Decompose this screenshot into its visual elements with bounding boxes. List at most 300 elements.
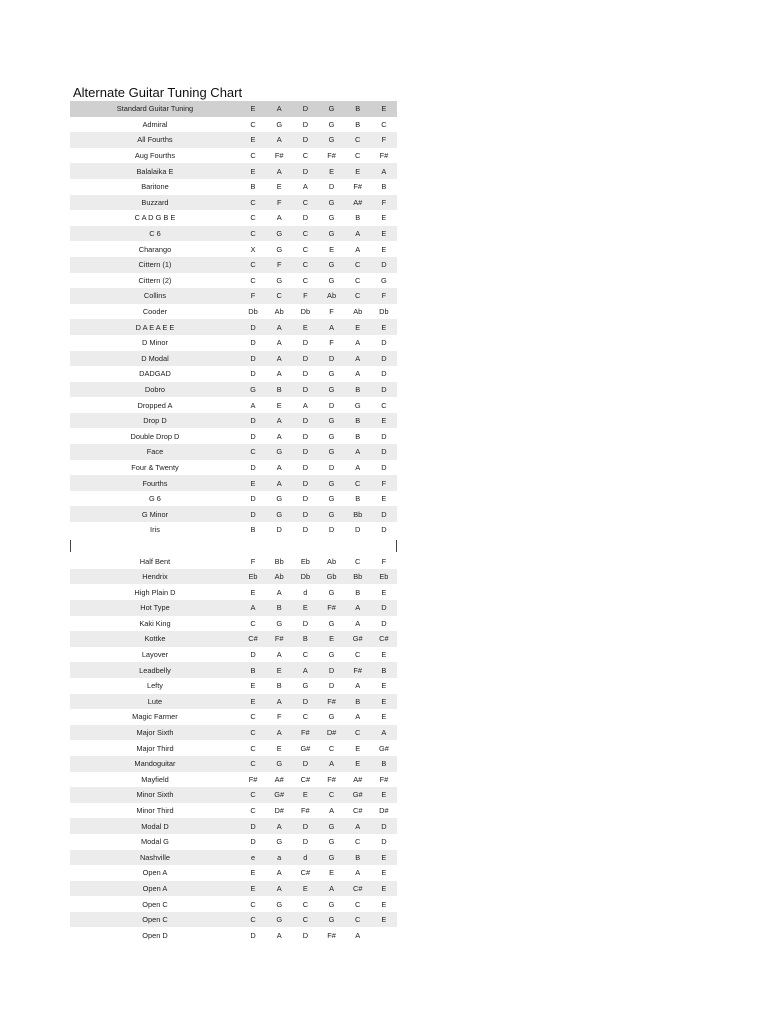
- string-note: G: [302, 681, 309, 691]
- string-note: A: [355, 618, 361, 628]
- tuning-name: Lefty: [146, 681, 163, 691]
- tuning-name: Hot Type: [140, 603, 170, 613]
- table-row: [70, 522, 397, 538]
- string-note: D: [302, 104, 309, 114]
- string-note: E: [381, 587, 387, 597]
- string-note: A: [355, 447, 361, 457]
- tuning-name: Leadbelly: [139, 665, 171, 675]
- string-note: A: [250, 400, 256, 410]
- tuning-name: Kottke: [144, 634, 166, 644]
- string-note: D: [250, 650, 256, 660]
- string-note: G: [276, 837, 283, 847]
- string-note: E: [381, 213, 387, 223]
- string-note: Eb: [248, 572, 258, 582]
- string-note: C: [250, 151, 256, 161]
- string-note: F#: [248, 774, 258, 784]
- string-note: E: [355, 759, 361, 769]
- string-note: G: [328, 197, 335, 207]
- string-note: D#: [274, 806, 284, 816]
- string-note: A: [250, 603, 256, 613]
- string-note: F#: [301, 806, 310, 816]
- string-note: B: [355, 852, 361, 862]
- string-note: G: [276, 229, 283, 239]
- string-note: G: [328, 119, 335, 129]
- string-note: Ab: [327, 556, 337, 566]
- string-note: d: [303, 852, 308, 862]
- string-note: Bb: [353, 572, 363, 582]
- tuning-name: Charango: [138, 244, 172, 254]
- string-note: C#: [248, 634, 258, 644]
- string-note: D: [250, 930, 256, 940]
- string-note: A: [355, 821, 361, 831]
- tuning-name: Lute: [147, 696, 163, 706]
- string-note: Db: [379, 307, 389, 317]
- string-note: D: [250, 494, 256, 504]
- table-row: [70, 896, 397, 912]
- string-note: G: [328, 478, 335, 488]
- string-note: G: [276, 494, 283, 504]
- table-row: [70, 678, 397, 694]
- string-note: B: [355, 494, 361, 504]
- string-note: G: [328, 447, 335, 457]
- table-row: [70, 195, 397, 211]
- tuning-name: Major Sixth: [136, 728, 174, 738]
- table-row: [70, 319, 397, 335]
- string-note: D: [302, 416, 309, 426]
- string-note: D: [250, 353, 256, 363]
- string-note: E: [276, 182, 282, 192]
- string-note: Eb: [300, 556, 310, 566]
- string-note: D: [302, 478, 309, 488]
- string-note: G#: [352, 790, 363, 800]
- string-note: E: [329, 868, 334, 878]
- string-note: C: [355, 291, 361, 301]
- string-note: G#: [352, 634, 363, 644]
- table-row: [70, 694, 397, 710]
- string-note: E: [276, 743, 282, 753]
- string-note: E: [329, 166, 334, 176]
- table-row: [70, 506, 397, 522]
- table-row: [70, 460, 397, 476]
- string-note: D: [302, 930, 309, 940]
- string-note: C: [355, 915, 361, 925]
- string-note: G: [328, 837, 335, 847]
- string-note: D: [381, 509, 387, 519]
- string-note: C: [355, 899, 361, 909]
- string-note: G: [276, 244, 283, 254]
- string-note: D: [381, 384, 387, 394]
- string-note: E: [381, 244, 387, 254]
- table-row: [70, 927, 397, 943]
- string-note: D: [302, 166, 309, 176]
- string-note: D: [381, 260, 387, 270]
- table-row: [70, 351, 397, 367]
- string-note: G: [328, 821, 335, 831]
- string-note: F: [250, 556, 256, 566]
- tuning-table: [70, 101, 397, 943]
- string-note: A: [355, 353, 361, 363]
- string-note: D: [381, 618, 387, 628]
- table-row: [70, 709, 397, 725]
- string-note: Ab: [274, 572, 284, 582]
- string-note: D: [302, 431, 309, 441]
- table-row: [70, 335, 397, 351]
- string-note: B: [250, 525, 256, 535]
- string-note: C#: [300, 868, 311, 878]
- string-note: Ab: [274, 307, 284, 317]
- string-note: E: [381, 790, 387, 800]
- string-note: G: [328, 213, 335, 223]
- string-note: A: [302, 665, 308, 675]
- string-note: E: [381, 696, 387, 706]
- string-note: Bb: [353, 509, 363, 519]
- string-note: E: [250, 868, 256, 878]
- tuning-group-b: [70, 553, 397, 943]
- string-note: D: [302, 509, 309, 519]
- string-note: G: [276, 275, 283, 285]
- table-row: [70, 865, 397, 881]
- table-row: [70, 241, 397, 257]
- table-row: [70, 725, 397, 741]
- string-note: D: [302, 447, 309, 457]
- string-note: E: [355, 322, 361, 332]
- string-note: B: [250, 665, 256, 675]
- string-note: D#: [326, 728, 337, 738]
- table-row: [70, 818, 397, 834]
- string-note: Gb: [326, 572, 337, 582]
- tuning-name: Cooder: [142, 307, 168, 317]
- string-note: Ab: [327, 291, 337, 301]
- table-row: [70, 397, 397, 413]
- tuning-name: High Plain D: [134, 587, 176, 597]
- table-row: [70, 210, 397, 226]
- string-note: D: [302, 759, 309, 769]
- string-note: A: [276, 883, 282, 893]
- table-row: [70, 288, 397, 304]
- string-note: C: [250, 899, 256, 909]
- string-note: G: [328, 587, 335, 597]
- table-row: [70, 631, 397, 647]
- string-note: A: [355, 244, 361, 254]
- string-note: G: [276, 509, 283, 519]
- string-note: C: [355, 135, 361, 145]
- table-row: [70, 740, 397, 756]
- string-note: D: [302, 338, 309, 348]
- table-row: [70, 304, 397, 320]
- string-note: D: [381, 353, 387, 363]
- string-note: D: [381, 603, 387, 613]
- string-note: C: [355, 837, 361, 847]
- string-note: A: [276, 462, 282, 472]
- tuning-name: Cittern (1): [138, 260, 172, 270]
- string-note: D: [302, 369, 309, 379]
- string-note: D: [381, 369, 387, 379]
- string-note: A: [355, 369, 361, 379]
- string-note: G: [276, 447, 283, 457]
- string-note: G: [328, 494, 335, 504]
- string-note: E: [250, 135, 256, 145]
- string-note: F#: [353, 182, 363, 192]
- string-note: A: [355, 338, 361, 348]
- table-row: [70, 662, 397, 678]
- string-note: B: [276, 384, 282, 394]
- string-note: C: [250, 229, 256, 239]
- string-note: A: [276, 353, 282, 363]
- table-row: [70, 584, 397, 600]
- string-note: D: [276, 525, 282, 535]
- string-note: A: [276, 431, 282, 441]
- tuning-name: All Fourths: [137, 135, 173, 145]
- string-note: Db: [300, 572, 311, 582]
- table-row: [70, 413, 397, 429]
- string-note: C: [302, 244, 309, 254]
- string-note: E: [250, 104, 256, 114]
- string-note: G: [381, 275, 387, 285]
- string-note: E: [329, 634, 334, 644]
- string-note: G: [328, 416, 335, 426]
- table-row: [70, 553, 397, 569]
- string-note: C: [381, 119, 387, 129]
- string-note: C: [302, 275, 309, 285]
- tuning-name: Double Drop D: [130, 431, 180, 441]
- tuning-name: Modal G: [141, 837, 169, 847]
- table-row: [70, 881, 397, 897]
- string-note: F: [276, 197, 282, 207]
- string-note: A#: [274, 774, 284, 784]
- string-note: B: [355, 696, 361, 706]
- string-note: D: [328, 353, 335, 363]
- table-row: [70, 647, 397, 663]
- tuning-name: Minor Third: [136, 806, 174, 816]
- table-row: [70, 163, 397, 179]
- string-note: G: [354, 400, 361, 410]
- tuning-name: Minor Sixth: [136, 790, 174, 800]
- string-note: G#: [274, 790, 285, 800]
- tuning-name: C A D G B E: [134, 213, 176, 223]
- string-note: D: [328, 462, 335, 472]
- tuning-name: Modal D: [141, 821, 169, 831]
- string-note: D: [328, 400, 335, 410]
- string-note: G: [276, 899, 283, 909]
- string-note: G: [328, 509, 335, 519]
- string-note: C: [250, 728, 256, 738]
- string-note: D: [381, 431, 387, 441]
- string-note: A: [329, 806, 334, 816]
- tuning-name: Dobro: [144, 384, 166, 394]
- tuning-group-a: [70, 117, 397, 538]
- string-note: A: [329, 322, 334, 332]
- string-note: C: [302, 197, 309, 207]
- string-note: A: [276, 369, 282, 379]
- string-note: C: [328, 790, 335, 800]
- string-note: A: [381, 166, 387, 176]
- string-note: G: [328, 431, 335, 441]
- string-note: A: [355, 712, 361, 722]
- string-note: A: [355, 930, 361, 940]
- string-note: F: [381, 291, 387, 301]
- string-note: F#: [327, 151, 336, 161]
- string-note: D: [302, 462, 309, 472]
- page-title: Alternate Guitar Tuning Chart: [73, 85, 243, 100]
- string-note: Db: [300, 307, 311, 317]
- string-note: A: [276, 213, 282, 223]
- tuning-name: DADGAD: [139, 369, 171, 379]
- string-note: C: [250, 260, 256, 270]
- string-note: B: [355, 431, 361, 441]
- string-note: F: [381, 478, 387, 488]
- string-note: A: [355, 462, 361, 472]
- table-row: [70, 475, 397, 491]
- string-note: D: [302, 618, 309, 628]
- tuning-name: D Modal: [141, 353, 169, 363]
- tuning-name: Cittern (2): [138, 275, 172, 285]
- string-note: C: [302, 712, 309, 722]
- tuning-name: C 6: [149, 229, 161, 239]
- tuning-name: Hendrix: [142, 572, 168, 582]
- string-note: A: [302, 400, 308, 410]
- string-note: A: [329, 759, 334, 769]
- string-note: X: [250, 244, 256, 254]
- string-note: B: [381, 759, 387, 769]
- string-note: G: [276, 618, 283, 628]
- string-note: F: [381, 197, 387, 207]
- string-note: D#: [379, 806, 389, 816]
- string-note: B: [355, 213, 361, 223]
- string-note: G: [328, 260, 335, 270]
- string-note: E: [302, 322, 308, 332]
- string-note: D: [250, 837, 256, 847]
- string-note: A: [276, 868, 282, 878]
- string-note: C: [302, 229, 309, 239]
- string-note: C: [250, 119, 256, 129]
- string-note: E: [381, 712, 387, 722]
- tuning-name: Kaki King: [139, 618, 171, 628]
- string-note: A: [276, 416, 282, 426]
- table-row: [70, 850, 397, 866]
- string-note: F#: [327, 930, 336, 940]
- string-note: G: [328, 650, 335, 660]
- string-note: A: [355, 868, 361, 878]
- string-note: E: [250, 696, 256, 706]
- string-note: G: [328, 104, 335, 114]
- tuning-name: Fourths: [142, 478, 168, 488]
- string-note: E: [276, 665, 282, 675]
- string-note: C: [302, 151, 309, 161]
- table-row: [70, 912, 397, 928]
- string-note: G: [328, 369, 335, 379]
- tuning-name: G Minor: [141, 509, 169, 519]
- string-note: A#: [353, 774, 363, 784]
- cell-border-mark: [70, 540, 71, 552]
- string-note: B: [355, 384, 361, 394]
- string-note: E: [355, 743, 361, 753]
- string-note: D: [250, 369, 256, 379]
- tuning-name: Balalaika E: [136, 166, 174, 176]
- string-note: D: [250, 821, 256, 831]
- tuning-name: D Minor: [142, 338, 168, 348]
- string-note: G: [276, 759, 283, 769]
- section-gap: [70, 538, 397, 554]
- string-note: A: [381, 728, 387, 738]
- string-note: F#: [327, 774, 336, 784]
- string-note: Eb: [379, 572, 389, 582]
- string-note: E: [381, 650, 387, 660]
- tuning-name: Mandoguitar: [134, 759, 176, 769]
- string-note: D: [355, 525, 361, 535]
- table-row: [70, 491, 397, 507]
- string-note: G: [328, 384, 335, 394]
- string-note: D: [250, 416, 256, 426]
- string-note: A#: [353, 197, 363, 207]
- string-note: D: [302, 837, 309, 847]
- tuning-name: Four & Twenty: [131, 462, 179, 472]
- string-note: C#: [379, 634, 389, 644]
- string-note: F#: [379, 774, 389, 784]
- string-note: A: [355, 603, 361, 613]
- table-row: [70, 600, 397, 616]
- string-note: E: [355, 166, 361, 176]
- tuning-name: G 6: [149, 494, 161, 504]
- table-row: [70, 257, 397, 273]
- tuning-name: Aug Fourths: [134, 151, 176, 161]
- string-note: C: [250, 618, 256, 628]
- string-note: G: [328, 712, 335, 722]
- string-note: G: [250, 384, 256, 394]
- string-note: A: [276, 104, 282, 114]
- tuning-name: Standard Guitar Tuning: [116, 104, 194, 114]
- tuning-name: Open C: [142, 899, 168, 909]
- tuning-name: D A E A E E: [135, 322, 175, 332]
- string-note: E: [381, 868, 387, 878]
- string-note: E: [302, 883, 308, 893]
- string-note: A: [276, 338, 282, 348]
- string-note: C: [355, 728, 361, 738]
- string-note: G#: [300, 743, 311, 753]
- string-note: E: [250, 478, 256, 488]
- string-note: G: [328, 915, 335, 925]
- string-note: C: [250, 213, 256, 223]
- string-note: E: [276, 400, 282, 410]
- string-note: D: [381, 821, 387, 831]
- string-note: G: [276, 119, 283, 129]
- string-note: E: [329, 244, 334, 254]
- string-note: G: [328, 135, 335, 145]
- string-note: D: [381, 462, 387, 472]
- string-note: A: [276, 135, 282, 145]
- string-note: C: [250, 743, 256, 753]
- string-note: E: [250, 587, 256, 597]
- table-row: [70, 148, 397, 164]
- tuning-name: Layover: [141, 650, 169, 660]
- string-note: A: [329, 883, 334, 893]
- table-row: [70, 366, 397, 382]
- string-note: D: [381, 525, 387, 535]
- string-note: D: [250, 338, 256, 348]
- string-note: F: [276, 260, 282, 270]
- string-note: D: [302, 135, 309, 145]
- string-note: D: [302, 213, 309, 223]
- string-note: C: [355, 275, 361, 285]
- string-note: G: [328, 229, 335, 239]
- string-note: B: [355, 104, 361, 114]
- string-note: E: [381, 852, 387, 862]
- string-note: Ab: [353, 307, 363, 317]
- tuning-name: Mayfield: [141, 774, 169, 784]
- string-note: A: [302, 182, 308, 192]
- string-note: E: [381, 681, 387, 691]
- string-note: C: [381, 400, 387, 410]
- string-note: C#: [352, 883, 363, 893]
